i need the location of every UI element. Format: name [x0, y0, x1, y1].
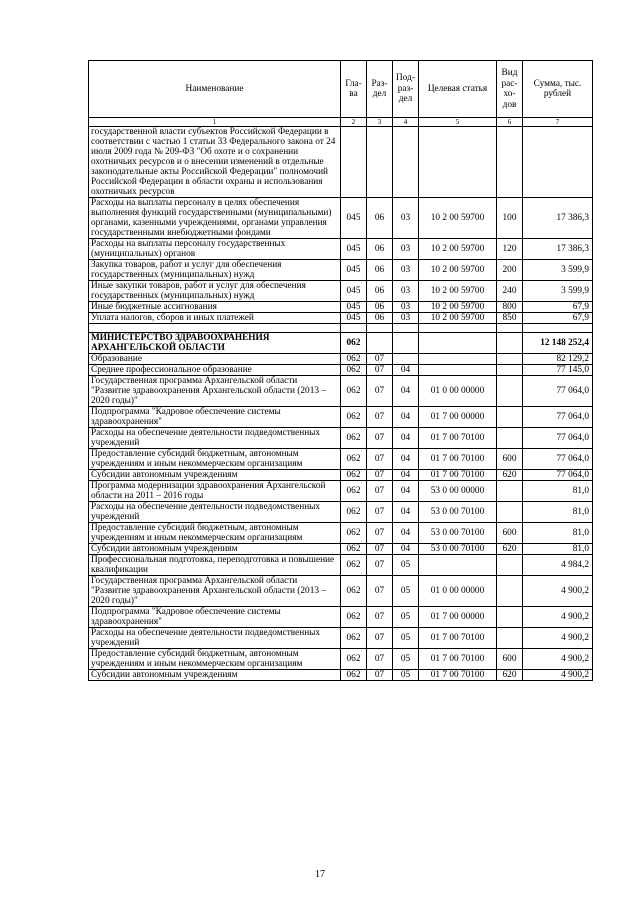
table-header	[89, 61, 593, 127]
table-row	[89, 198, 593, 239]
row-name: Подпрограмма "Кадровое обеспечение системы здравоохранения"	[89, 607, 341, 628]
row-target	[419, 127, 497, 198]
header-razdel: Раз-дел	[367, 61, 393, 118]
row-glava: 045	[341, 313, 367, 324]
row-target: 01 7 00 70100	[419, 470, 497, 481]
row-podrazdel: 04	[393, 407, 419, 428]
row-sum: 77 064,0	[523, 470, 593, 481]
row-razdel: 06	[367, 281, 393, 302]
table-row	[89, 333, 593, 354]
row-podrazdel: 05	[393, 576, 419, 607]
row-razdel: 07	[367, 470, 393, 481]
row-sum: 82 129,2	[523, 354, 593, 365]
row-name: Расходы на обеспечение деятельности подведомственных учреждений	[89, 428, 341, 449]
row-razdel: 06	[367, 198, 393, 239]
row-vid	[497, 407, 523, 428]
row-target: 01 7 00 70100	[419, 628, 497, 649]
row-vid	[497, 428, 523, 449]
table-row	[89, 281, 593, 302]
table-row	[89, 365, 593, 376]
row-vid: 200	[497, 260, 523, 281]
row-podrazdel	[393, 333, 419, 354]
row-glava: 062	[341, 333, 367, 354]
row-razdel: 07	[367, 670, 393, 681]
row-vid	[497, 481, 523, 502]
row-name: Предоставление субсидий бюджетным, автономным учреждениям и иным некоммерческим организациям	[89, 523, 341, 544]
column-index: 2	[341, 118, 367, 127]
row-podrazdel	[393, 127, 419, 198]
row-razdel	[367, 127, 393, 198]
row-name: Образование	[89, 354, 341, 365]
table-row	[89, 555, 593, 576]
row-target	[419, 555, 497, 576]
row-sum: 77 064,0	[523, 407, 593, 428]
row-name: Профессиональная подготовка, переподготовка и повышение квалификации	[89, 555, 341, 576]
row-target: 10 2 00 59700	[419, 198, 497, 239]
row-vid: 800	[497, 302, 523, 313]
table-row	[89, 628, 593, 649]
row-vid: 600	[497, 523, 523, 544]
table-row	[89, 649, 593, 670]
row-sum: 81,0	[523, 523, 593, 544]
row-podrazdel: 04	[393, 470, 419, 481]
row-glava: 062	[341, 576, 367, 607]
row-razdel: 07	[367, 407, 393, 428]
row-razdel: 07	[367, 449, 393, 470]
row-podrazdel: 04	[393, 376, 419, 407]
row-vid: 850	[497, 313, 523, 324]
row-vid: 600	[497, 649, 523, 670]
header-podrazdel: Под-раз-дел	[393, 61, 419, 118]
row-podrazdel: 04	[393, 365, 419, 376]
table-row	[89, 670, 593, 681]
row-target: 53 0 00 00000	[419, 481, 497, 502]
row-glava: 062	[341, 365, 367, 376]
row-podrazdel: 05	[393, 607, 419, 628]
table-row	[89, 354, 593, 365]
row-podrazdel: 05	[393, 670, 419, 681]
column-index: 6	[497, 118, 523, 127]
row-razdel: 07	[367, 649, 393, 670]
row-glava: 045	[341, 260, 367, 281]
row-name: Иные закупки товаров, работ и услуг для обеспечения государственных (муниципальных) нужд	[89, 281, 341, 302]
row-glava: 045	[341, 239, 367, 260]
table-row	[89, 449, 593, 470]
row-name: Государственная программа Архангельской области "Развитие здравоохранения Архангельской области (2013 – 2020 годы)"	[89, 576, 341, 607]
row-sum: 3 599,9	[523, 260, 593, 281]
column-index: 3	[367, 118, 393, 127]
row-podrazdel: 04	[393, 544, 419, 555]
row-vid	[497, 555, 523, 576]
row-vid: 240	[497, 281, 523, 302]
row-vid	[497, 607, 523, 628]
row-vid	[497, 127, 523, 198]
row-target: 01 7 00 70100	[419, 449, 497, 470]
row-sum: 81,0	[523, 544, 593, 555]
table-row	[89, 481, 593, 502]
row-sum: 67,9	[523, 302, 593, 313]
table-row	[89, 523, 593, 544]
row-sum: 77 064,0	[523, 449, 593, 470]
row-vid	[497, 333, 523, 354]
row-vid: 620	[497, 544, 523, 555]
row-podrazdel: 05	[393, 628, 419, 649]
row-podrazdel: 03	[393, 239, 419, 260]
row-target	[419, 333, 497, 354]
row-name: Программа модернизации здравоохранения Архангельской области на 2011 – 2016 годы	[89, 481, 341, 502]
row-target: 01 7 00 70100	[419, 649, 497, 670]
header-name: Наименование	[89, 61, 341, 118]
table-body	[89, 127, 593, 681]
row-razdel: 06	[367, 239, 393, 260]
table-row	[89, 239, 593, 260]
row-sum: 17 386,3	[523, 239, 593, 260]
row-vid	[497, 365, 523, 376]
row-sum: 81,0	[523, 502, 593, 523]
page-number: 17	[315, 869, 325, 880]
row-name: Иные бюджетные ассигнования	[89, 302, 341, 313]
row-podrazdel: 03	[393, 313, 419, 324]
row-target: 10 2 00 59700	[419, 239, 497, 260]
row-vid: 120	[497, 239, 523, 260]
row-glava: 062	[341, 449, 367, 470]
row-glava: 062	[341, 544, 367, 555]
row-podrazdel: 04	[393, 428, 419, 449]
row-name: Расходы на выплаты персоналу в целях обеспечения выполнения функций государственными (муниципальными) органами, казенными учреждениями, органами управления государственными внебюджетными фондами	[89, 198, 341, 239]
row-name: Расходы на выплаты персоналу государственных (муниципальных) органов	[89, 239, 341, 260]
column-index-row	[89, 118, 593, 127]
row-razdel: 06	[367, 302, 393, 313]
row-sum: 4 900,2	[523, 576, 593, 607]
header-vid: Вид рас-хо-дов	[497, 61, 523, 118]
row-podrazdel: 04	[393, 481, 419, 502]
row-vid	[497, 576, 523, 607]
row-podrazdel: 03	[393, 260, 419, 281]
row-target: 01 0 00 00000	[419, 576, 497, 607]
row-razdel	[367, 333, 393, 354]
row-name: Предоставление субсидий бюджетным, автономным учреждениям и иным некоммерческим организациям	[89, 449, 341, 470]
row-podrazdel: 05	[393, 555, 419, 576]
row-sum: 81,0	[523, 481, 593, 502]
column-index: 5	[419, 118, 497, 127]
row-glava: 062	[341, 555, 367, 576]
row-razdel: 07	[367, 607, 393, 628]
row-vid	[497, 376, 523, 407]
table-row	[89, 428, 593, 449]
row-vid	[497, 502, 523, 523]
row-vid: 100	[497, 198, 523, 239]
row-name: Расходы на обеспечение деятельности подведомственных учреждений	[89, 502, 341, 523]
row-target: 01 7 00 70100	[419, 428, 497, 449]
header-glava: Гла-ва	[341, 61, 367, 118]
row-sum: 77 064,0	[523, 376, 593, 407]
row-glava: 045	[341, 198, 367, 239]
row-name: Расходы на обеспечение деятельности подведомственных учреждений	[89, 628, 341, 649]
row-target	[419, 354, 497, 365]
row-glava: 062	[341, 407, 367, 428]
row-razdel: 06	[367, 313, 393, 324]
row-target: 01 7 00 00000	[419, 607, 497, 628]
row-razdel: 07	[367, 576, 393, 607]
row-name: Государственная программа Архангельской области "Развитие здравоохранения Архангельской области (2013 – 2020 годы)"	[89, 376, 341, 407]
column-index: 1	[89, 118, 341, 127]
row-podrazdel: 04	[393, 523, 419, 544]
row-sum	[523, 127, 593, 198]
row-razdel: 06	[367, 260, 393, 281]
row-glava: 045	[341, 281, 367, 302]
table-row	[89, 127, 593, 198]
row-name: Подпрограмма "Кадровое обеспечение системы здравоохранения"	[89, 407, 341, 428]
table-row	[89, 607, 593, 628]
row-target: 10 2 00 59700	[419, 260, 497, 281]
spacer-cell	[341, 324, 367, 333]
row-target	[419, 365, 497, 376]
row-sum: 4 900,2	[523, 649, 593, 670]
spacer-row	[89, 324, 593, 333]
budget-table	[88, 60, 593, 681]
row-target: 10 2 00 59700	[419, 281, 497, 302]
table-row	[89, 502, 593, 523]
row-razdel: 07	[367, 481, 393, 502]
spacer-cell	[523, 324, 593, 333]
row-sum: 12 148 252,4	[523, 333, 593, 354]
row-glava: 062	[341, 649, 367, 670]
table-row	[89, 407, 593, 428]
row-sum: 3 599,9	[523, 281, 593, 302]
row-vid	[497, 628, 523, 649]
row-target: 53 0 00 70100	[419, 544, 497, 555]
row-razdel: 07	[367, 555, 393, 576]
row-razdel: 07	[367, 523, 393, 544]
row-sum: 4 984,2	[523, 555, 593, 576]
spacer-cell	[497, 324, 523, 333]
row-podrazdel: 04	[393, 449, 419, 470]
header-target: Целевая статья	[419, 61, 497, 118]
row-glava: 062	[341, 376, 367, 407]
header-sum: Сумма, тыс. рублей	[523, 61, 593, 118]
row-podrazdel: 03	[393, 281, 419, 302]
row-sum: 77 064,0	[523, 428, 593, 449]
row-name: Закупка товаров, работ и услуг для обеспечения государственных (муниципальных) нужд	[89, 260, 341, 281]
row-name: Субсидии автономным учреждениям	[89, 670, 341, 681]
row-name: Среднее профессиональное образование	[89, 365, 341, 376]
row-vid: 600	[497, 449, 523, 470]
row-podrazdel: 04	[393, 502, 419, 523]
row-razdel: 07	[367, 376, 393, 407]
table-row	[89, 302, 593, 313]
row-sum: 67,9	[523, 313, 593, 324]
row-target: 01 7 00 70100	[419, 670, 497, 681]
table-row	[89, 260, 593, 281]
row-podrazdel: 03	[393, 198, 419, 239]
row-sum: 17 386,3	[523, 198, 593, 239]
table-row	[89, 576, 593, 607]
row-target: 53 0 00 70100	[419, 502, 497, 523]
row-glava: 062	[341, 481, 367, 502]
spacer-cell	[89, 324, 341, 333]
row-target: 10 2 00 59700	[419, 313, 497, 324]
table-row	[89, 544, 593, 555]
row-sum: 77 145,0	[523, 365, 593, 376]
row-glava: 062	[341, 670, 367, 681]
row-razdel: 07	[367, 544, 393, 555]
spacer-cell	[393, 324, 419, 333]
row-glava	[341, 127, 367, 198]
column-index: 7	[523, 118, 593, 127]
row-glava: 062	[341, 607, 367, 628]
row-razdel: 07	[367, 428, 393, 449]
row-target: 01 0 00 00000	[419, 376, 497, 407]
row-name: МИНИСТЕРСТВО ЗДРАВООХРАНЕНИЯ АРХАНГЕЛЬСКОЙ ОБЛАСТИ	[89, 333, 341, 354]
row-target: 10 2 00 59700	[419, 302, 497, 313]
table-row	[89, 313, 593, 324]
row-razdel: 07	[367, 502, 393, 523]
row-vid	[497, 354, 523, 365]
row-glava: 045	[341, 302, 367, 313]
row-vid: 620	[497, 670, 523, 681]
spacer-cell	[419, 324, 497, 333]
row-target: 53 0 00 70100	[419, 523, 497, 544]
row-razdel: 07	[367, 628, 393, 649]
row-podrazdel: 05	[393, 649, 419, 670]
row-glava: 062	[341, 523, 367, 544]
row-name: Субсидии автономным учреждениям	[89, 470, 341, 481]
row-name: Уплата налогов, сборов и иных платежей	[89, 313, 341, 324]
row-sum: 4 900,2	[523, 628, 593, 649]
row-razdel: 07	[367, 365, 393, 376]
row-name: Субсидии автономным учреждениям	[89, 544, 341, 555]
row-name: государственной власти субъектов Российской Федерации в соответствии с частью 1 статьи 33 Федерального закона от 24 июля 2009 года № 209-ФЗ "Об охоте и о сохранении охотничьих ресурсов и о внесении изменений в отдельные законодательные акты Российской Федерации" полномочий Российской Федерации в области охраны и использования охотничьих ресурсов	[89, 127, 341, 198]
row-glava: 062	[341, 502, 367, 523]
row-podrazdel	[393, 354, 419, 365]
row-glava: 062	[341, 354, 367, 365]
row-glava: 062	[341, 428, 367, 449]
row-name: Предоставление субсидий бюджетным, автономным учреждениям и иным некоммерческим организациям	[89, 649, 341, 670]
table-row	[89, 470, 593, 481]
row-vid: 620	[497, 470, 523, 481]
spacer-cell	[367, 324, 393, 333]
column-index: 4	[393, 118, 419, 127]
row-glava: 062	[341, 470, 367, 481]
row-sum: 4 900,2	[523, 670, 593, 681]
row-glava: 062	[341, 628, 367, 649]
row-target: 01 7 00 00000	[419, 407, 497, 428]
row-podrazdel: 03	[393, 302, 419, 313]
table-row	[89, 376, 593, 407]
row-razdel: 07	[367, 354, 393, 365]
row-sum: 4 900,2	[523, 607, 593, 628]
